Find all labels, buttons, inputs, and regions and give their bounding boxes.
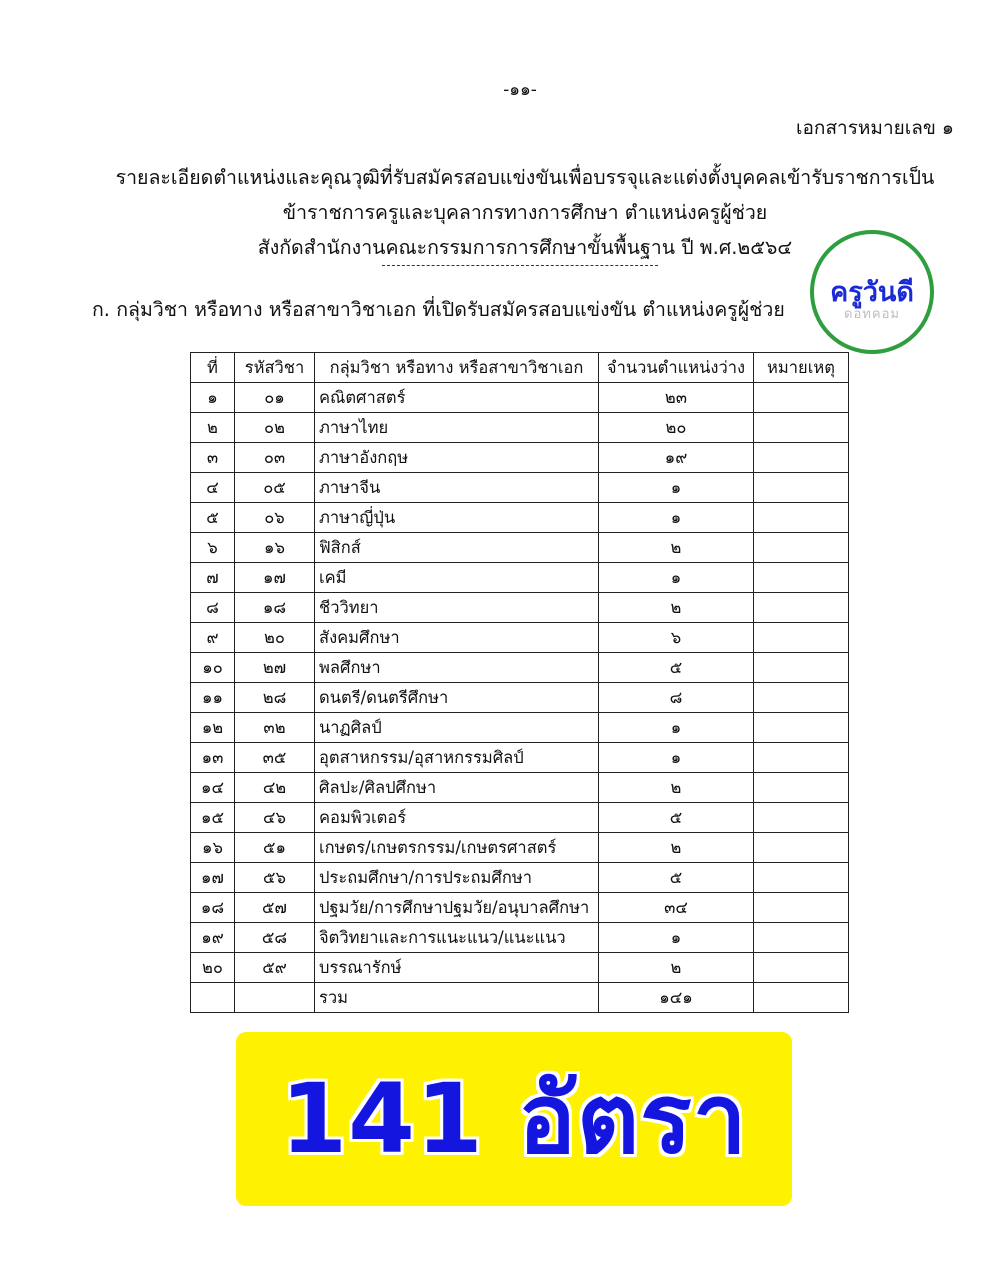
logo-main-text: ครูวันดี: [830, 277, 914, 308]
subject-code: ๐๕: [235, 473, 315, 503]
note: [754, 563, 849, 593]
subject-code: ๕๗: [235, 893, 315, 923]
table-row: [191, 653, 849, 683]
header-count: จำนวนตำแหน่งว่าง: [599, 353, 754, 383]
vacancy-count: ๖: [599, 623, 754, 653]
subject-name: ศิลปะ/ศิลปศึกษา: [315, 773, 599, 803]
note: [754, 923, 849, 953]
row-number: ๑๒: [191, 713, 235, 743]
note: [754, 443, 849, 473]
vacancy-count: ๒: [599, 833, 754, 863]
note: [754, 803, 849, 833]
note: [754, 503, 849, 533]
subject-name: ฟิสิกส์: [315, 533, 599, 563]
vacancy-count: ๕: [599, 803, 754, 833]
row-number: ๑๕: [191, 803, 235, 833]
table-row: [191, 773, 849, 803]
vacancy-count: ๒๐: [599, 413, 754, 443]
subject-code: ๐๑: [235, 383, 315, 413]
subject-code: ๑๖: [235, 533, 315, 563]
subject-name: พลศึกษา: [315, 653, 599, 683]
table-row: [191, 713, 849, 743]
total-banner: [236, 1032, 792, 1206]
subject-name: ประถมศึกษา/การประถมศึกษา: [315, 863, 599, 893]
vacancy-count: ๒: [599, 593, 754, 623]
note: [754, 773, 849, 803]
subject-code: ๕๑: [235, 833, 315, 863]
table-row: [191, 443, 849, 473]
vacancy-count: ๑: [599, 563, 754, 593]
note: [754, 953, 849, 983]
subject-code: ๕๘: [235, 923, 315, 953]
positions-table: [190, 352, 849, 1013]
subject-name: สังคมศึกษา: [315, 623, 599, 653]
section-heading: ก. กลุ่มวิชา หรือทาง หรือสาขาวิชาเอก ที่เปิดรับสมัครสอบแข่งขัน ตำแหน่งครูผู้ช่วย: [92, 298, 785, 321]
total-no-cell: [191, 983, 235, 1013]
header-note: หมายเหตุ: [754, 353, 849, 383]
banner-text: 141 อัตรา: [280, 1063, 748, 1175]
subject-name: ภาษาจีน: [315, 473, 599, 503]
table-row: [191, 593, 849, 623]
logo-sub-text: ดอทคอม: [844, 307, 900, 322]
vacancy-count: ๑: [599, 743, 754, 773]
total-note-cell: [754, 983, 849, 1013]
vacancy-count: ๒๓: [599, 383, 754, 413]
subject-code: ๒๘: [235, 683, 315, 713]
page-number: -๑๑-: [503, 80, 537, 100]
subject-code: ๓๒: [235, 713, 315, 743]
row-number: ๑๙: [191, 923, 235, 953]
vacancy-count: ๒: [599, 953, 754, 983]
row-number: ๗: [191, 563, 235, 593]
subject-code: ๑๗: [235, 563, 315, 593]
note: [754, 593, 849, 623]
row-number: ๓: [191, 443, 235, 473]
subject-name: ภาษาอังกฤษ: [315, 443, 599, 473]
subject-code: ๔๖: [235, 803, 315, 833]
subject-code: ๐๒: [235, 413, 315, 443]
total-code-cell: [235, 983, 315, 1013]
note: [754, 863, 849, 893]
subject-code: ๔๒: [235, 773, 315, 803]
vacancy-count: ๑: [599, 503, 754, 533]
subject-name: ภาษาไทย: [315, 413, 599, 443]
subject-name: เกษตร/เกษตรกรรม/เกษตรศาสตร์: [315, 833, 599, 863]
header-no: ที่: [191, 353, 235, 383]
table-row: [191, 623, 849, 653]
note: [754, 743, 849, 773]
row-number: ๙: [191, 623, 235, 653]
total-count: ๑๔๑: [599, 983, 754, 1013]
subject-code: ๐๖: [235, 503, 315, 533]
vacancy-count: ๑: [599, 473, 754, 503]
vacancy-count: ๘: [599, 683, 754, 713]
vacancy-count: ๕: [599, 863, 754, 893]
vacancy-count: ๑๙: [599, 443, 754, 473]
subject-code: ๒๐: [235, 623, 315, 653]
row-number: ๑๘: [191, 893, 235, 923]
total-row: [191, 983, 849, 1013]
table-header-row: [191, 353, 849, 383]
row-number: ๑๑: [191, 683, 235, 713]
subject-name: บรรณารักษ์: [315, 953, 599, 983]
vacancy-count: ๑: [599, 713, 754, 743]
row-number: ๕: [191, 503, 235, 533]
title-line-1: รายละเอียดตำแหน่งและคุณวุฒิที่รับสมัครสอบแข่งขันเพื่อบรรจุและแต่งตั้งบุคคลเข้ารับราชการเป็น: [115, 166, 935, 189]
row-number: ๒: [191, 413, 235, 443]
vacancy-count: ๒: [599, 773, 754, 803]
row-number: ๑๔: [191, 773, 235, 803]
table-row: [191, 893, 849, 923]
table-row: [191, 683, 849, 713]
note: [754, 833, 849, 863]
table-row: [191, 953, 849, 983]
title-line-3: สังกัดสำนักงานคณะกรรมการการศึกษาขั้นพื้นฐาน ปี พ.ศ.๒๕๖๔: [257, 236, 793, 259]
table-row: [191, 803, 849, 833]
table-row: [191, 383, 849, 413]
row-number: ๑๐: [191, 653, 235, 683]
table-row: [191, 743, 849, 773]
subject-code: ๐๓: [235, 443, 315, 473]
note: [754, 383, 849, 413]
note: [754, 653, 849, 683]
subject-name: เคมี: [315, 563, 599, 593]
row-number: ๖: [191, 533, 235, 563]
note: [754, 623, 849, 653]
header-code: รหัสวิชา: [235, 353, 315, 383]
header-subject: กลุ่มวิชา หรือทาง หรือสาขาวิชาเอก: [315, 353, 599, 383]
table-row: [191, 563, 849, 593]
subject-code: ๕๖: [235, 863, 315, 893]
note: [754, 713, 849, 743]
table-row: [191, 473, 849, 503]
row-number: ๔: [191, 473, 235, 503]
subject-code: ๑๘: [235, 593, 315, 623]
subject-name: ปฐมวัย/การศึกษาปฐมวัย/อนุบาลศึกษา: [315, 893, 599, 923]
note: [754, 413, 849, 443]
row-number: ๑: [191, 383, 235, 413]
row-number: ๒๐: [191, 953, 235, 983]
subject-name: คอมพิวเตอร์: [315, 803, 599, 833]
table-row: [191, 923, 849, 953]
vacancy-count: ๒: [599, 533, 754, 563]
subject-name: ดนตรี/ดนตรีศึกษา: [315, 683, 599, 713]
subject-name: นาฏศิลป์: [315, 713, 599, 743]
note: [754, 533, 849, 563]
row-number: ๑๓: [191, 743, 235, 773]
vacancy-count: ๑: [599, 923, 754, 953]
document-reference: เอกสารหมายเลข ๑: [796, 117, 954, 139]
note: [754, 893, 849, 923]
watermark-logo: [810, 230, 934, 354]
table-row: [191, 863, 849, 893]
subject-name: จิตวิทยาและการแนะแนว/แนะแนว: [315, 923, 599, 953]
table-row: [191, 503, 849, 533]
total-label: รวม: [315, 983, 599, 1013]
row-number: ๑๗: [191, 863, 235, 893]
title-line-2: ข้าราชการครูและบุคลากรทางการศึกษา ตำแหน่งครูผู้ช่วย: [282, 201, 768, 224]
note: [754, 473, 849, 503]
divider: [382, 265, 658, 266]
table-row: [191, 413, 849, 443]
subject-name: คณิตศาสตร์: [315, 383, 599, 413]
vacancy-count: ๓๔: [599, 893, 754, 923]
subject-code: ๓๕: [235, 743, 315, 773]
subject-name: ภาษาญี่ปุ่น: [315, 503, 599, 533]
subject-name: ชีววิทยา: [315, 593, 599, 623]
table-row: [191, 533, 849, 563]
title-block: [100, 160, 950, 265]
table-row: [191, 833, 849, 863]
vacancy-count: ๕: [599, 653, 754, 683]
row-number: ๘: [191, 593, 235, 623]
row-number: ๑๖: [191, 833, 235, 863]
subject-code: ๒๗: [235, 653, 315, 683]
note: [754, 683, 849, 713]
subject-code: ๕๙: [235, 953, 315, 983]
subject-name: อุตสาหกรรม/อุสาหกรรมศิลป์: [315, 743, 599, 773]
